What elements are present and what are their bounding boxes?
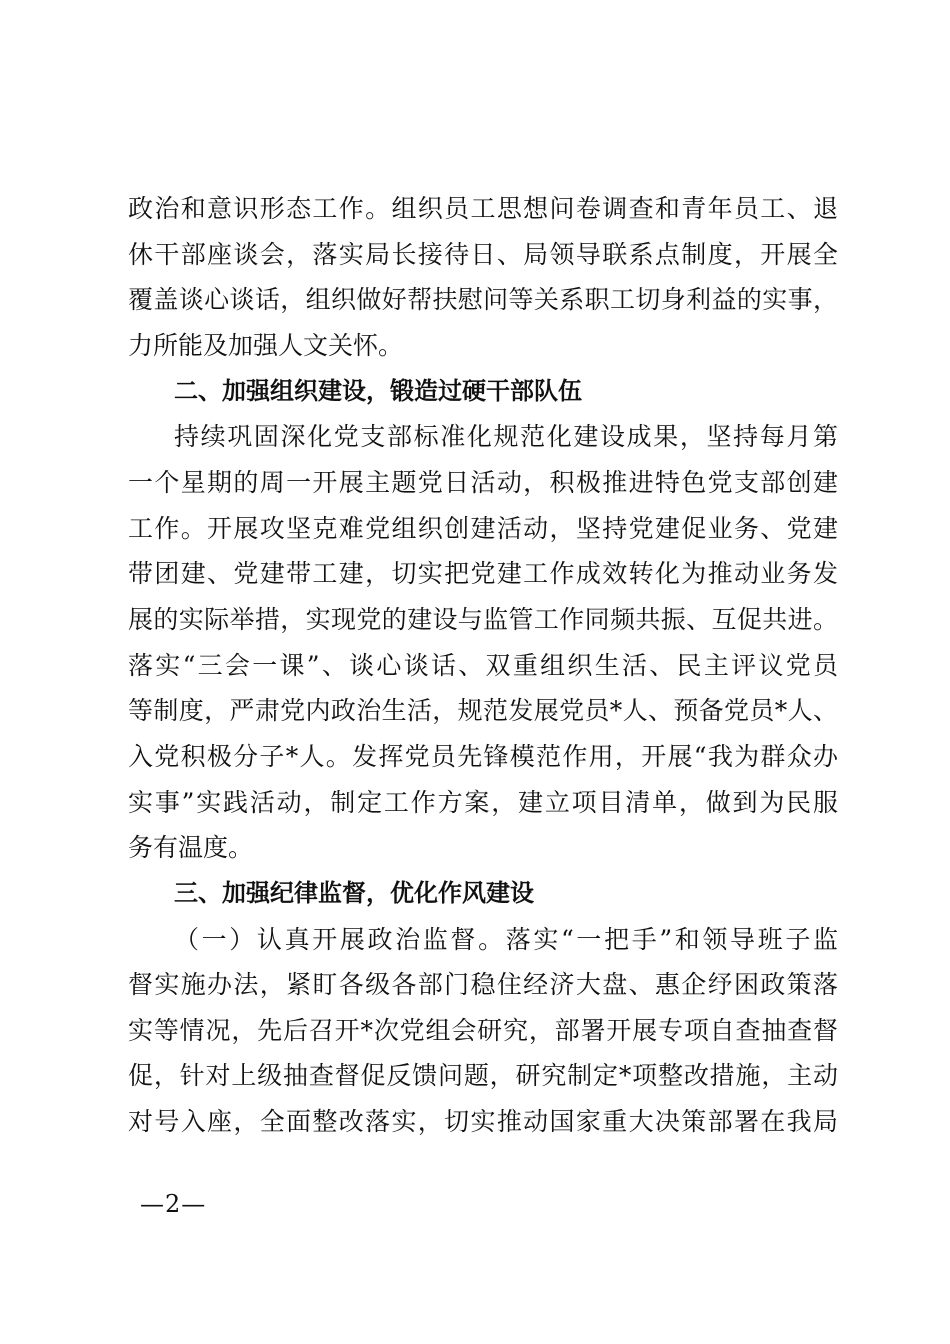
text-line: 休干部座谈会，落实局长接待日、局领导联系点制度，开展全 <box>128 239 838 269</box>
document-body <box>128 186 838 1145</box>
text-line: 带团建、党建带工建，切实把党建工作成效转化为推动业务发 <box>128 559 838 589</box>
text-line: 督实施办法，紧盯各级各部门稳住经济大盘、惠企纾困政策落 <box>128 970 838 1000</box>
text-line: 落实“三会一课”、谈心谈话、双重组织生活、民主评议党员 <box>128 650 838 680</box>
text-line: 持续巩固深化党支部标准化规范化建设成果，坚持每月第 <box>174 422 838 452</box>
text-line: 务有温度。 <box>128 833 254 863</box>
page-number: —2— <box>140 1190 207 1218</box>
text-line: （一）认真开展政治监督。落实“一把手”和领导班子监 <box>174 924 838 954</box>
text-line: 一个星期的周一开展主题党日活动，积极推进特色党支部创建 <box>128 467 838 497</box>
text-line: 力所能及加强人文关怀。 <box>128 330 404 360</box>
section-heading: 二、加强组织建设，锻造过硬干部队伍 <box>174 376 582 405</box>
text-line: 政治和意识形态工作。组织员工思想问卷调查和青年员工、退 <box>128 194 838 223</box>
text-line: 工作。开展攻坚克难党组织创建活动，坚持党建促业务、党建 <box>128 513 838 543</box>
text-line: 等制度，严肃党内政治生活，规范发展党员*人、预备党员*人、 <box>128 696 838 726</box>
text-line: 实事”实践活动，制定工作方案，建立项目清单，做到为民服 <box>128 787 838 817</box>
text-line: 对号入座，全面整改落实，切实推动国家重大决策部署在我局 <box>128 1107 838 1137</box>
text-line: 促，针对上级抽查督促反馈问题，研究制定*项整改措施，主动 <box>128 1061 838 1091</box>
section-heading: 三、加强纪律监督，优化作风建设 <box>174 878 534 907</box>
text-line: 覆盖谈心谈话，组织做好帮扶慰问等关系职工切身利益的实事， <box>128 285 838 315</box>
text-line: 入党积极分子*人。发挥党员先锋模范作用，开展“我为群众办 <box>128 741 838 771</box>
text-line: 实等情况，先后召开*次党组会研究，部署开展专项自查抽查督 <box>128 1015 838 1045</box>
text-line: 展的实际举措，实现党的建设与监管工作同频共振、互促共进。 <box>128 604 838 634</box>
